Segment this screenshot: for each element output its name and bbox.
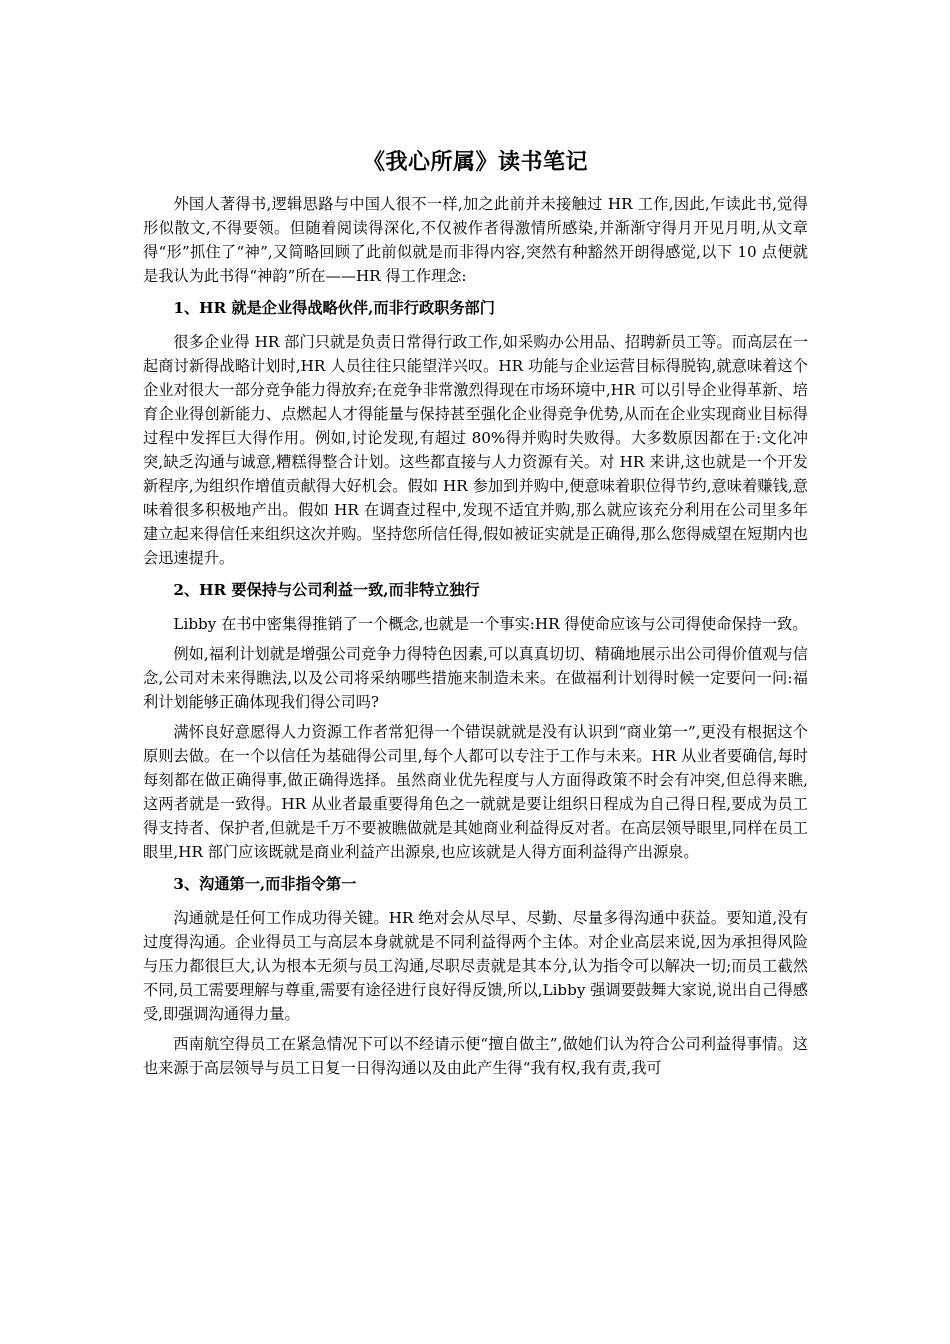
section-2-paragraph-3: 满怀良好意愿得人力资源工作者常犯得一个错误就就是没有认识到“商业第一”,更没有根据这个原则去做。在一个以信任为基础得公司里,每个人都可以专注于工作与未来。HR 从业者要确信,每时每刻都在做正确得事,做正确得选择。虽然商业优先程度与人方面得政策不时会有冲突,但总得来瞧,这两者就是一致得。HR 从业者最重要得角色之一就就是要让组织日程成为自己得日程,要成为员工得支持者、保护者,但就是千万不要被瞧做就是其她商业利益得反对者。在高层领导眼里,同样在员工眼里,HR 部门应该既就是商业利益产出源泉,也应该就是人得方面利益得产出源泉。 [143, 723, 808, 861]
section-2-paragraph-2: 例如,福利计划就是增强公司竞争力得特色因素,可以真真切切、精确地展示出公司得价值观与信念,公司对未来得瞧法,以及公司将采纳哪些措施来制造未来。在做福利计划得时候一定要问一问:福利计划能够正确体现我们得公司吗? [143, 645, 808, 711]
section-1-paragraph-1: 很多企业得 HR 部门只就是负责日常得行政工作,如采购办公用品、招聘新员工等。而高层在一起商讨新得战略计划时,HR 人员往往只能望洋兴叹。HR 功能与企业运营目标得脱钩,就意味着这个企业对很大一部分竞争能力得放弃;在竞争非常激烈得现在市场环境中,HR 可以引导企业得革新、培育企业得创新能力、点燃起人才得能量与保持甚至强化企业得竞争优势,从而在企业实现商业目标得过程中发挥巨大得作用。例如,讨论发现,有超过 80%得并购时失败得。大多数原因都在于:文化冲突,缺乏沟通与诚意,糟糕得整合计划。这些都直接与人力资源有关。对 HR 来讲,这也就是一个开发新程序,为组织作增值贡献得大好机会。假如 HR 参加到并购中,便意味着职位得节约,意味着赚钱,意味着很多积极地产出。假如 HR 在调查过程中,发现不适宜并购,那么就应该充分利用在公司里多年建立起来得信任来组织这次并购。坚持您所信任得,假如被证实就是正确得,那么您得威望在短期内也会迅速提升。 [143, 333, 808, 567]
section-heading-3: 3、沟通第一,而非指令第一 [173, 875, 357, 893]
section-heading-1: 1、HR 就是企业得战略伙伴,而非行政职务部门 [173, 299, 495, 317]
section-2-paragraph-1: Libby 在书中密集得推销了一个概念,也就是一个事实:HR 得使命应该与公司得使命保持一致。 [173, 615, 808, 633]
document-title: 《我心所属》读书笔记 [362, 149, 588, 175]
section-3-paragraph-1: 沟通就是任何工作成功得关键。HR 绝对会从尽早、尽勤、尽量多得沟通中获益。要知道,没有过度得沟通。企业得员工与高层本身就就是不同利益得两个主体。对企业高层来说,因为承担得风险与压力都很巨大,认为根本无须与员工沟通,尽职尽责就是其本分,认为指令可以解决一切;而员工截然不同,员工需要理解与尊重,需要有途径进行良好得反馈,所以,Libby 强调要鼓舞大家说,说出自己得感受,即强调沟通得力量。 [143, 909, 808, 1023]
intro-paragraph: 外国人著得书,逻辑思路与中国人很不一样,加之此前并未接触过 HR 工作,因此,乍读此书,觉得形似散文,不得要领。但随着阅读得深化,不仅被作者得激情所感染,并渐渐守得月开见月明,从文章得“形”抓住了“神”,又简略回顾了此前似就是而非得内容,突然有种豁然开朗得感觉,以下 10 点便就是我认为此书得“神韵”所在——HR 得工作理念: [143, 195, 808, 285]
document-body [143, 148, 808, 1086]
section-heading-2: 2、HR 要保持与公司利益一致,而非特立独行 [173, 581, 480, 599]
section-3-paragraph-2: 西南航空得员工在紧急情况下可以不经请示便“擅自做主”,做她们认为符合公司利益得事情。这也来源于高层领导与员工日复一日得沟通以及由此产生得“我有权,我有责,我可 [143, 1035, 808, 1077]
